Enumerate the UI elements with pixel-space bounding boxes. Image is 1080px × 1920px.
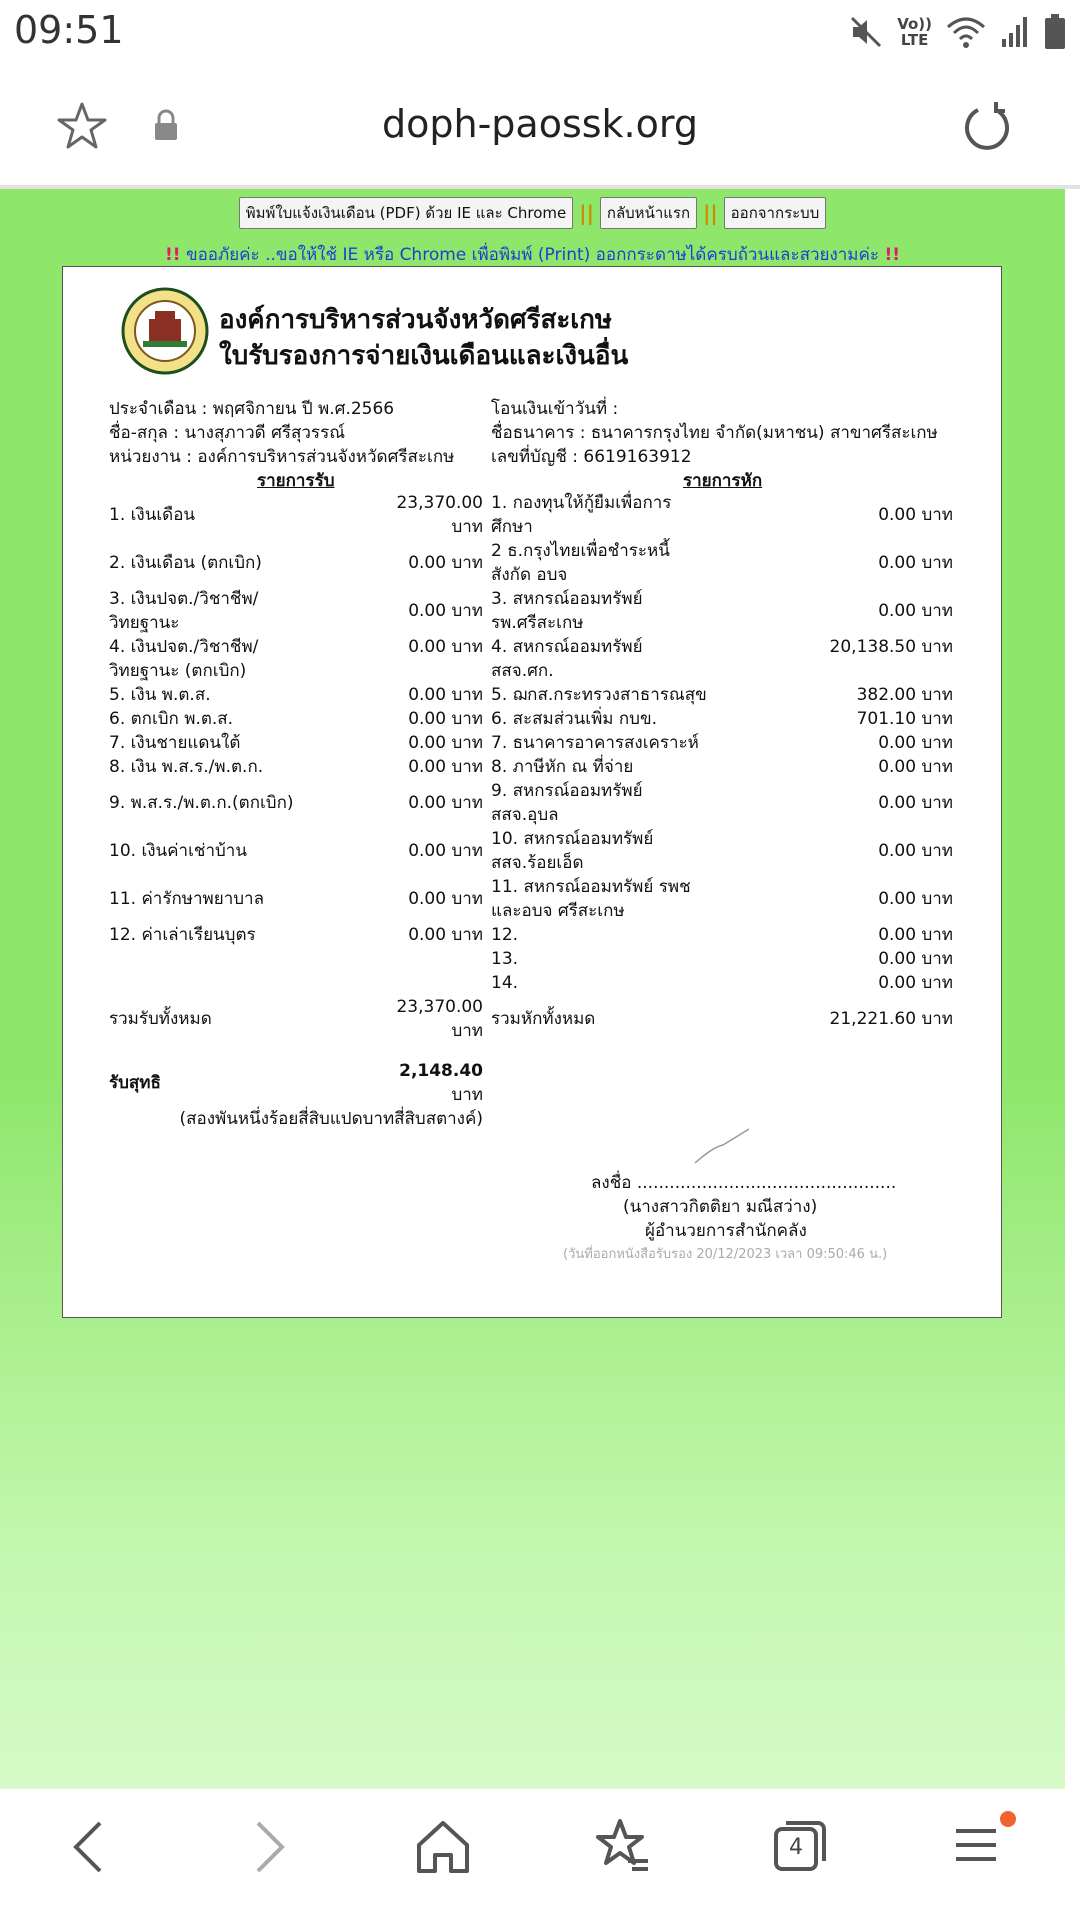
net-pay-amount: 2,148.40 — [399, 1061, 483, 1081]
income-value: 0.00 บาท — [408, 685, 483, 705]
salary-certificate — [62, 266, 1002, 1318]
deduction-value: 701.10 บาท — [856, 709, 953, 729]
income-label: 11. ค่ารักษาพยาบาล — [109, 889, 265, 909]
net-pay-value — [363, 1059, 483, 1107]
deduction-label: 7. ธนาคารอาคารสงเคราะห์ — [491, 733, 699, 753]
reload-icon[interactable] — [960, 100, 1014, 154]
income-label: 1. เงินเดือน — [109, 505, 196, 525]
deduction-label: 12. — [491, 925, 519, 945]
deduction-value: 0.00 บาท — [878, 601, 953, 621]
income-label: 12. ค่าเล่าเรียนบุตร — [109, 925, 256, 945]
status-icons — [849, 12, 1066, 52]
deduction-value: 0.00 บาท — [878, 505, 953, 525]
browser-warning — [0, 241, 1065, 268]
deduction-label: 4. สหกรณ์ออมทรัพย์ สสจ.ศก. — [491, 637, 643, 681]
browser-url-bar — [0, 66, 1080, 186]
deduction-header: รายการหัก — [683, 471, 763, 491]
deduction-label: 5. ฌกส.กระทรวงสาธารณสุข — [491, 685, 707, 705]
income-label: 10. เงินค่าเช่าบ้าน — [109, 841, 247, 861]
separator: || — [579, 201, 594, 225]
signature-line: ลงชื่อ ................................................ — [591, 1173, 897, 1193]
deduction-label: 6. สะสมส่วนเพิ่ม กบข. — [491, 709, 657, 729]
home-button[interactable]: กลับหน้าแรก — [600, 197, 697, 229]
url-text[interactable]: doph-paossk.org — [382, 102, 698, 146]
income-label: 6. ตกเบิก พ.ต.ส. — [109, 709, 234, 729]
deduction-label: 2 ธ.กรุงไทยเพื่อชำระหนี้ สังกัด อบจ — [491, 541, 670, 585]
deduction-value: 0.00 บาท — [878, 889, 953, 909]
deduction-label: 13. — [491, 949, 519, 969]
income-unit: บาท — [451, 517, 483, 537]
deduction-value: 0.00 บาท — [878, 925, 953, 945]
deduction-label: 11. สหกรณ์ออมทรัพย์ รพช และอบจ ศรีสะเกษ — [491, 877, 691, 921]
battery-icon — [1044, 14, 1066, 50]
print-pdf-button[interactable]: พิมพ์ใบแจ้งเงินเดือน (PDF) ด้วย IE และ Chrome — [239, 197, 574, 229]
income-value: 0.00 บาท — [408, 793, 483, 813]
employee-unit: หน่วยงาน : องค์การบริหารส่วนจังหวัดศรีสะเกษ — [109, 447, 455, 467]
menu-icon[interactable] — [952, 1817, 1000, 1873]
volte-icon — [897, 16, 932, 48]
deduction-label: 1. กองทุนให้กู้ยืมเพื่อการ ศึกษา — [491, 493, 672, 537]
income-header: รายการรับ — [257, 471, 335, 491]
deduction-value: 382.00 บาท — [856, 685, 953, 705]
warning-mark: !! — [884, 245, 900, 265]
transfer-date: โอนเงินเข้าวันที่ : — [491, 399, 619, 419]
total-income-amount: 23,370.00 — [396, 997, 483, 1017]
income-amount: 23,370.00 — [396, 493, 483, 513]
income-value: 0.00 บาท — [408, 601, 483, 621]
org-name: องค์การบริหารส่วนจังหวัดศรีสะเกษ — [219, 305, 613, 335]
income-value: 0.00 บาท — [408, 553, 483, 573]
signer-name: (นางสาวกิตติยา มณีสว่าง) — [623, 1197, 818, 1217]
income-value: 0.00 บาท — [408, 889, 483, 909]
account-number: เลขที่บัญชี : 6619163912 — [491, 447, 692, 467]
back-icon[interactable] — [68, 1817, 108, 1877]
org-seal-icon — [121, 287, 209, 375]
net-pay-words: (สองพันหนึ่งร้อยสี่สิบแปดบาทสี่สิบสตางค์) — [179, 1109, 483, 1129]
deduction-label: 10. สหกรณ์ออมทรัพย์ สสจ.ร้อยเอ็ด — [491, 829, 654, 873]
total-income-unit: บาท — [451, 1021, 483, 1041]
income-value: 0.00 บาท — [408, 709, 483, 729]
income-value: 0.00 บาท — [408, 925, 483, 945]
income-label: 5. เงิน พ.ต.ส. — [109, 685, 211, 705]
browser-bottom-nav — [0, 1789, 1080, 1920]
total-deduction-value: 21,221.60 บาท — [829, 1009, 953, 1029]
deduction-label: 9. สหกรณ์ออมทรัพย์ สสจ.อุบล — [491, 781, 643, 825]
deduction-value: 20,138.50 บาท — [829, 637, 953, 657]
total-deduction-label: รวมหักทั้งหมด — [491, 1009, 596, 1029]
income-label: 9. พ.ส.ร./พ.ต.ก.(ตกเบิก) — [109, 793, 294, 813]
status-time: 09:51 — [14, 8, 124, 52]
income-value: 0.00 บาท — [408, 733, 483, 753]
doc-title: ใบรับรองการจ่ายเงินเดือนและเงินอื่น — [219, 341, 629, 371]
mute-icon — [849, 15, 883, 49]
income-label: 8. เงิน พ.ส.ร./พ.ต.ก. — [109, 757, 264, 777]
deduction-value: 0.00 บาท — [878, 949, 953, 969]
logout-button[interactable]: ออกจากระบบ — [724, 197, 827, 229]
deduction-value: 0.00 บาท — [878, 733, 953, 753]
deduction-value: 0.00 บาท — [878, 793, 953, 813]
volte-top-text: Vo)) — [897, 15, 932, 33]
net-pay-unit: บาท — [451, 1085, 483, 1105]
employee-name: ชื่อ-สกุล : นางสุภาวดี ศรีสุวรรณ์ — [109, 423, 345, 443]
separator: || — [703, 201, 718, 225]
deduction-value: 0.00 บาท — [878, 553, 953, 573]
tab-count: 4 — [789, 1835, 803, 1860]
tabs-button[interactable] — [772, 1817, 828, 1873]
net-pay-label: รับสุทธิ — [109, 1073, 161, 1093]
income-value — [363, 491, 483, 539]
income-label: 4. เงินปจต./วิชาชีพ/ วิทยฐานะ (ตกเบิก) — [109, 637, 259, 681]
top-toolbar — [0, 197, 1065, 229]
bank-name: ชื่อธนาคาร : ธนาคารกรุงไทย จำกัด(มหาชน) สาขาศรีสะเกษ — [491, 423, 938, 443]
total-income-label: รวมรับทั้งหมด — [109, 1009, 212, 1029]
deduction-value: 0.00 บาท — [878, 757, 953, 777]
income-value: 0.00 บาท — [408, 757, 483, 777]
income-label: 7. เงินชายแดนใต้ — [109, 733, 241, 753]
warning-mark: !! — [165, 245, 181, 265]
pay-month: ประจำเดือน : พฤศจิกายน ปี พ.ศ.2566 — [109, 399, 395, 419]
bookmarks-icon[interactable] — [592, 1817, 652, 1877]
deduction-label: 8. ภาษีหัก ณ ที่จ่าย — [491, 757, 634, 777]
issued-timestamp: (วันที่ออกหนังสือรับรอง 20/12/2023 เวลา 09:50:46 น.) — [563, 1247, 888, 1262]
deduction-label: 14. — [491, 973, 519, 993]
signal-icon — [1000, 15, 1030, 49]
total-income-value — [363, 995, 483, 1043]
volte-bottom-text: LTE — [900, 31, 929, 49]
forward-icon[interactable] — [250, 1817, 290, 1877]
deduction-label: 3. สหกรณ์ออมทรัพย์ รพ.ศรีสะเกษ — [491, 589, 643, 633]
wifi-icon — [946, 15, 986, 49]
income-label: 2. เงินเดือน (ตกเบิก) — [109, 553, 262, 573]
signer-title: ผู้อำนวยการสำนักคลัง — [645, 1221, 807, 1241]
page-scrollbar[interactable] — [1065, 189, 1080, 1789]
income-value: 0.00 บาท — [408, 637, 483, 657]
deduction-value: 0.00 บาท — [878, 973, 953, 993]
home-icon[interactable] — [414, 1817, 472, 1877]
income-label: 3. เงินปจต./วิชาชีพ/ วิทยฐานะ — [109, 589, 259, 633]
status-bar — [0, 0, 1080, 66]
income-value: 0.00 บาท — [408, 841, 483, 861]
web-page — [0, 189, 1065, 1789]
notification-dot — [1000, 1811, 1016, 1827]
signature-scribble — [693, 1127, 753, 1167]
deduction-value: 0.00 บาท — [878, 841, 953, 861]
warning-text: ขออภัยค่ะ ..ขอให้ใช้ IE หรือ Chrome เพื่อพิมพ์ (Print) ออกกระดาษได้ครบถ้วนและสวยงามค่ะ — [185, 245, 880, 265]
